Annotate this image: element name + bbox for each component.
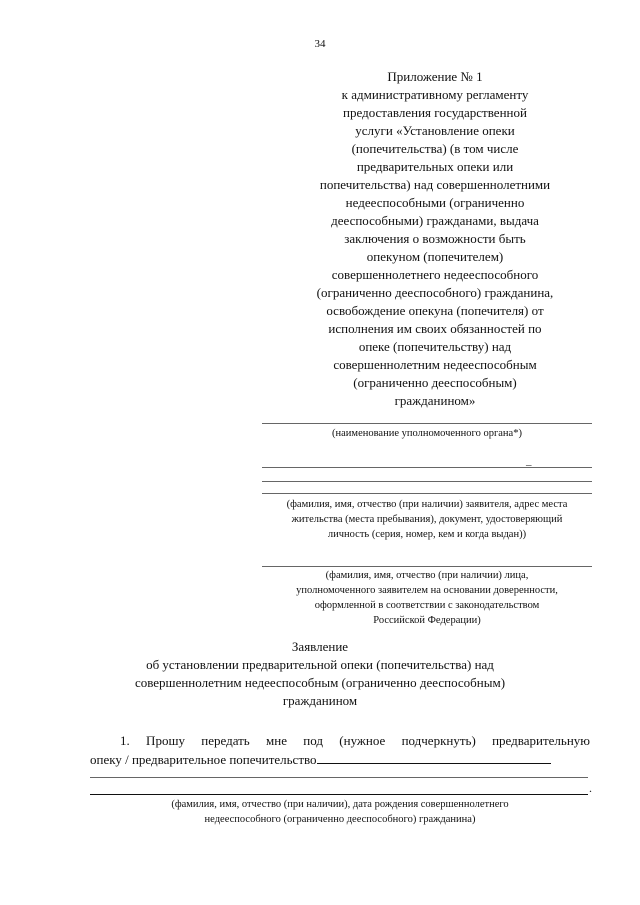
appendix-line: Приложение № 1 [387, 69, 483, 84]
appendix-line: недееспособными (ограниченно [345, 195, 525, 210]
appendix-line: услуги «Установление опеки [355, 123, 515, 138]
ward-line-1[interactable] [90, 777, 588, 778]
dash-mark: _ [526, 455, 532, 467]
appendix-line: предоставления государственной [343, 105, 527, 120]
applicant-caption: (фамилия, имя, отчество (при наличии) заявителя, адрес места жительства (места пребывания), документ, удостоверяющий личность (серия, номер, кем и когда выдан)) [286, 499, 568, 540]
ward-line-2[interactable] [90, 794, 588, 795]
page-number: 34 [314, 38, 326, 50]
appendix-line: опеке (попечительству) над [358, 339, 512, 354]
appendix-line: исполнения им своих обязанностей по [328, 321, 542, 336]
appendix-line: гражданином» [394, 393, 476, 408]
appendix-line: (попечительства) (в том числе [351, 141, 519, 156]
appendix-line: опекуном (попечителем) [366, 249, 504, 264]
appendix-line: совершеннолетним недееспособным [333, 357, 537, 372]
organ-name-caption: (наименование уполномоченного органа*) [332, 428, 522, 439]
appendix-line: (ограниченно дееспособного) гражданина, [316, 285, 554, 300]
appendix-line: (ограниченно дееспособным) [353, 375, 517, 390]
appendix-line: предварительных опеки или [356, 159, 514, 174]
appendix-line: освобождение опекуна (попечителя) от [326, 303, 544, 318]
paragraph-1-line-1: 1. Прошу передать мне под (нужное подчеркнуть) предварительную [120, 733, 590, 748]
appendix-line: совершеннолетнего недееспособного [331, 267, 539, 282]
trailing-dot: . [589, 781, 592, 795]
appendix-line: к административному регламенту [341, 87, 529, 102]
appendix-line: попечительства) над совершеннолетними [319, 177, 551, 192]
paragraph-1-line-2: опеку / предварительное попечительство [90, 750, 590, 769]
applicant-line-1[interactable] [262, 467, 592, 468]
organ-name-line[interactable] [262, 423, 592, 424]
appendix-header [310, 68, 560, 410]
guardianship-blank[interactable] [317, 763, 551, 764]
applicant-line-2[interactable] [262, 481, 592, 482]
appendix-line: дееспособными) гражданами, выдача [331, 213, 539, 228]
representative-caption: (фамилия, имя, отчество (при наличии) лица, уполномоченного заявителем на основании доверенности, оформленной в соответствии с законодательством Российской Федерации) [296, 570, 558, 626]
applicant-line-3[interactable] [262, 493, 592, 494]
ward-caption: (фамилия, имя, отчество (при наличии), дата рождения совершеннолетнего недееспособного (ограниченно дееспособного) гражданина) [171, 799, 509, 825]
paragraph-1 [90, 731, 590, 769]
application-title: Заявление об установлении предварительной опеки (попечительства) над совершеннолетним недееспособным (ограниченно дееспособным) гражданином [134, 639, 506, 708]
representative-line[interactable] [262, 566, 592, 567]
appendix-line: заключения о возможности быть [344, 231, 526, 246]
